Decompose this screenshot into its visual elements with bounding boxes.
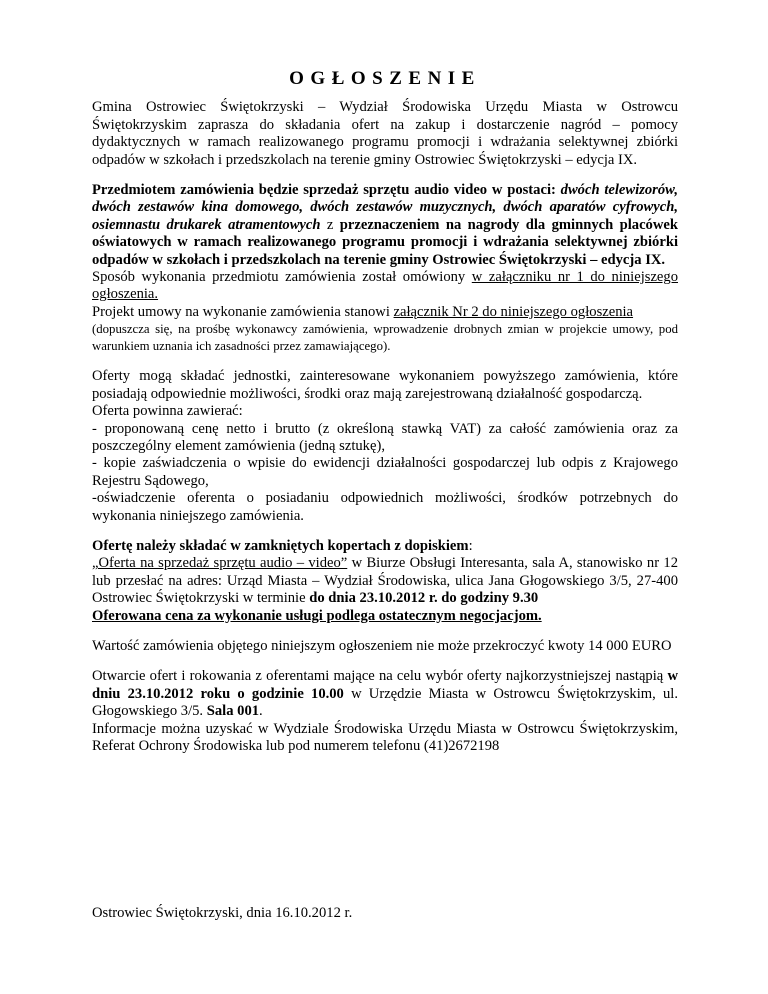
- method-text: Sposób wykonania przedmiotu zamówienia został omówiony: [92, 269, 472, 286]
- subject-paragraph: [92, 182, 678, 269]
- contract-paragraph: [92, 304, 678, 321]
- intro-paragraph: Gmina Ostrowiec Świętokrzyski – Wydział Środowiska Urzędu Miasta w Ostrowcu Świętokrzyskim zaprasza do składania ofert na zakup i dostarczenie nagród – pomocy dydaktycznych w ramach realizowanego programu promocji i wdrażania selektywnej zbiórki odpadów w szkołach i przedszkolach na terenie gminy Ostrowiec Świętokrzyski – edycja IX.: [92, 99, 678, 168]
- negotiation-line: [92, 608, 678, 625]
- place-and-date: Ostrowiec Świętokrzyski, dnia 16.10.2012 r.: [92, 905, 353, 921]
- subject-items: dwóch telewizorów, dwóch zestawów kina domowego, dwóch zestawów muzycznych, dwóch aparatów cyfrowych, osiemnastu drukarek atramentowych: [92, 182, 678, 233]
- info-paragraph: Informacje można uzyskać w Wydziale Środowiska Urzędu Miasta w Ostrowcu Świętokrzyskim, Referat Ochrony Środowiska lub pod numerem telefonu (41)2672198: [92, 720, 678, 754]
- opening-room: Sala 001: [206, 703, 260, 720]
- subject-lead: Przedmiotem zamówienia będzie sprzedaż sprzętu audio video w postaci:: [92, 182, 561, 199]
- submission-heading-line: [92, 538, 678, 555]
- offers-item-price: - proponowaną cenę netto i brutto (z określoną stawką VAT) za całość zamówienia oraz za poszczególny element zamówienia (jedną sztukę),: [92, 420, 678, 454]
- subject-purpose: przeznaczeniem na nagrody dla gminnych placówek oświatowych w ramach realizowanego programu promocji i wdrażania selektywnej zbiórki odpadów w szkołach i przedszkolach na terenie gminy Ostrowiec Świętokrzyski – edycja IX.: [92, 216, 678, 268]
- announcement-document: [92, 70, 678, 768]
- submission-paragraph: [92, 555, 678, 607]
- opening-location: w Urzędzie Miasta w Ostrowcu Świętokrzyskim, ul. Głogowskiego 3/5.: [92, 685, 678, 720]
- offers-item-statement: -oświadczenie oferenta o posiadaniu odpowiednich możliwości, środków potrzebnych do wykonania niniejszego zamówienia.: [92, 490, 678, 524]
- submission-envelope-label: „Oferta na sprzedaż sprzętu audio – video”: [92, 555, 348, 572]
- offers-intro: Oferty mogą składać jednostki, zainteresowane wykonaniem powyższego zamówienia, które posiadają odpowiednie możliwości, środki oraz mają zarejestrowaną działalność gospodarczą.: [92, 368, 678, 402]
- opening-text: Otwarcie ofert i rokowania z oferentami mające na celu wybór oferty najkorzystniejszej nastąpią: [92, 668, 668, 685]
- submission-colon: :: [468, 537, 473, 554]
- offers-section: [92, 368, 678, 525]
- offers-contents-label: Oferta powinna zawierać:: [92, 403, 243, 420]
- opening-date: w dniu 23.10.2012 roku o godzinie 10.00: [92, 668, 678, 702]
- method-attachment-ref: w załączniku nr 1 do niniejszego ogłoszenia.: [92, 269, 678, 303]
- opening-paragraph: [92, 668, 678, 720]
- value-limit-paragraph: Wartość zamówienia objętego niniejszym ogłoszeniem nie może przekroczyć kwoty 14 000 EURO: [92, 637, 672, 654]
- subject-section: [92, 182, 678, 355]
- submission-deadline: do dnia 23.10.2012 r. do godziny 9.30: [309, 590, 539, 607]
- subject-connector: z: [320, 216, 340, 233]
- contract-text: Projekt umowy na wykonanie zamówienia stanowi: [92, 303, 394, 320]
- contract-attachment-ref: załącznik Nr 2 do niniejszego ogłoszenia: [393, 303, 634, 320]
- opening-dot: .: [259, 703, 263, 720]
- submission-heading: Ofertę należy składać w zamkniętych kopertach z dopiskiem: [92, 537, 469, 554]
- method-paragraph: [92, 269, 678, 304]
- submission-section: [92, 538, 678, 625]
- opening-section: [92, 668, 678, 755]
- offers-item-registration: - kopie zaświadczenia o wpisie do ewidencji działalności gospodarczej lub odpis z Krajowego Rejestru Sądowego,: [92, 455, 678, 489]
- negotiation-note: Oferowana cena za wykonanie usługi podlega ostatecznym negocjacjom.: [92, 607, 542, 624]
- page-title: OGŁOSZENIE: [289, 68, 481, 89]
- submission-text: w Biurze Obsługi Interesanta, sala A, stanowisko nr 12 lub przesłać na adres: Urząd Miasta – Wydział Środowiska, ulica Jana Głogowskiego 3/5, 27-400 Ostrowiec Świętokrzyski w terminie: [92, 555, 678, 607]
- contract-note: (dopuszcza się, na prośbę wykonawcy zamówienia, wprowadzenie drobnych zmian w projekcie umowy, pod warunkiem uznania ich zasadności przez zamawiającego).: [92, 322, 678, 354]
